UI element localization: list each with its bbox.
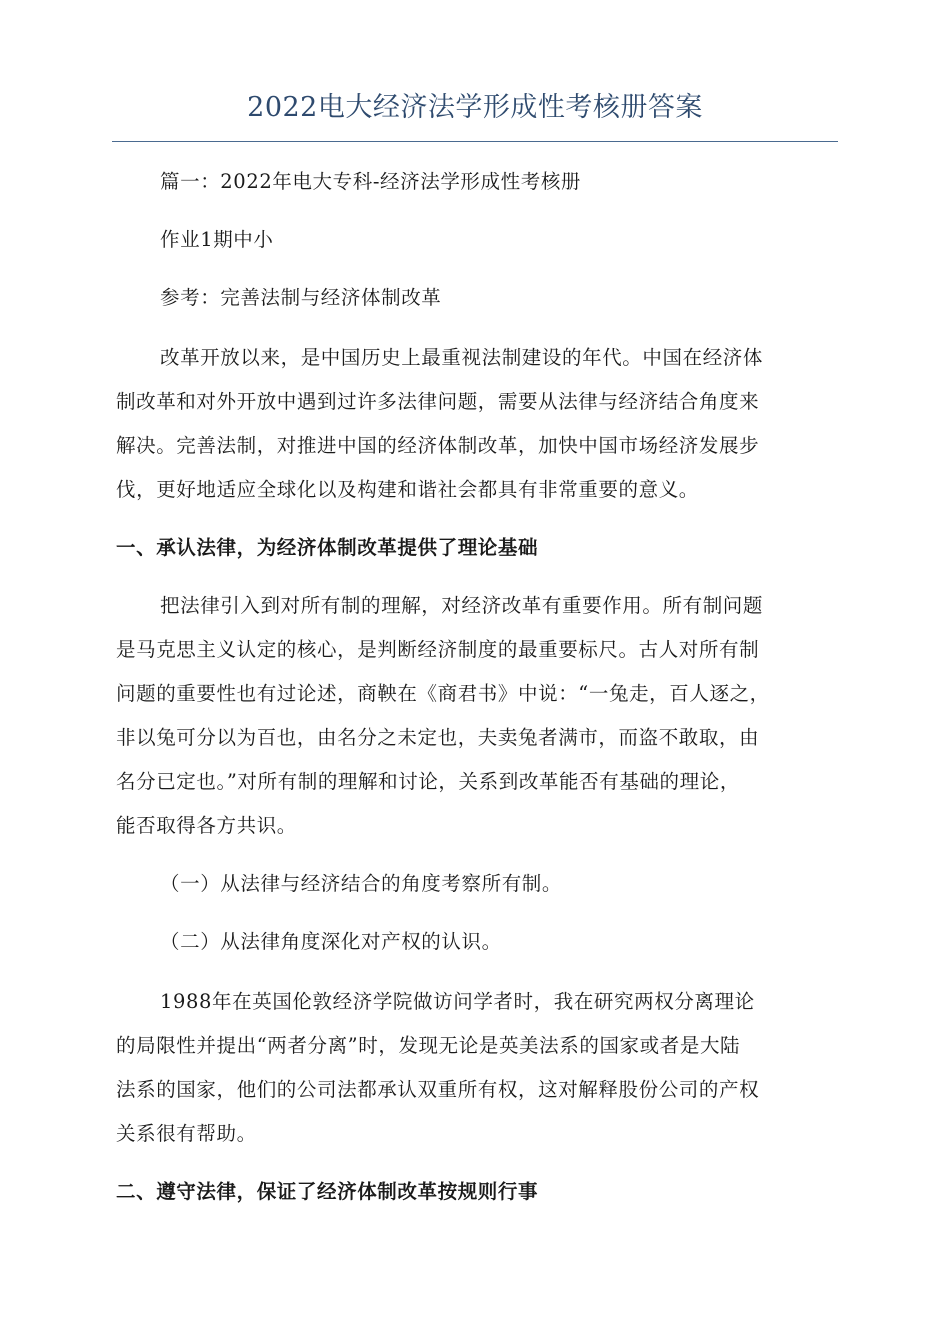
text-line: （一）从法律与经济结合的角度考察所有制。 bbox=[160, 872, 563, 895]
text-line: 是马克思主义认定的核心，是判断经济制度的最重要标尺。古人对所有制 bbox=[116, 638, 760, 661]
text-line: 名分已定也。”对所有制的理解和讨论，关系到改革能否有基础的理论， bbox=[116, 770, 740, 793]
text-line: 关系很有帮助。 bbox=[116, 1122, 257, 1145]
text-line: 伐，更好地适应全球化以及构建和谐社会都具有非常重要的意义。 bbox=[116, 478, 699, 501]
text-line: 篇一：2022年电大专科-经济法学形成性考核册 bbox=[160, 170, 582, 193]
section-heading-1: 一、承认法律，为经济体制改革提供了理论基础 bbox=[116, 536, 539, 559]
text-line: 作业1期中小 bbox=[160, 228, 274, 251]
text-line: 制改革和对外开放中遇到过许多法律问题，需要从法律与经济结合角度来 bbox=[116, 390, 760, 413]
text-line: 参考：完善法制与经济体制改革 bbox=[160, 286, 442, 309]
text-line: 问题的重要性也有过论述，商鞅在《商君书》中说：“一兔走，百人逐之， bbox=[116, 682, 770, 705]
text-line: 能否取得各方共识。 bbox=[116, 814, 297, 837]
section-heading-2: 二、遵守法律，保证了经济体制改革按规则行事 bbox=[116, 1180, 539, 1203]
text-line: 的局限性并提出“两者分离”时，发现无论是英美法系的国家或者是大陆 bbox=[116, 1034, 741, 1057]
text-line: 1988年在英国伦敦经济学院做访问学者时，我在研究两权分离理论 bbox=[160, 990, 755, 1013]
paragraph-1988 bbox=[116, 980, 840, 1156]
intro-line-reference bbox=[116, 276, 840, 320]
document-title: 2022电大经济法学形成性考核册答案 bbox=[247, 92, 703, 123]
intro-line-source bbox=[116, 160, 840, 204]
text-line: 改革开放以来，是中国历史上最重视法制建设的年代。中国在经济体 bbox=[160, 346, 764, 369]
text-line: 法系的国家，他们的公司法都承认双重所有权，这对解释股份公司的产权 bbox=[116, 1078, 760, 1101]
subsection-2 bbox=[116, 920, 840, 964]
text-line: 把法律引入到对所有制的理解，对经济改革有重要作用。所有制问题 bbox=[160, 594, 764, 617]
text-line: 解决。完善法制，对推进中国的经济体制改革，加快中国市场经济发展步 bbox=[116, 434, 760, 457]
paragraph-ownership bbox=[116, 584, 840, 848]
text-line: 非以兔可分以为百也，由名分之未定也，夫卖兔者满市，而盗不敢取，由 bbox=[116, 726, 760, 749]
text-line: （二）从法律角度深化对产权的认识。 bbox=[160, 930, 502, 953]
subsection-1 bbox=[116, 862, 840, 906]
title-underline bbox=[112, 141, 838, 142]
intro-line-assignment bbox=[116, 218, 840, 262]
paragraph-intro bbox=[116, 336, 840, 512]
